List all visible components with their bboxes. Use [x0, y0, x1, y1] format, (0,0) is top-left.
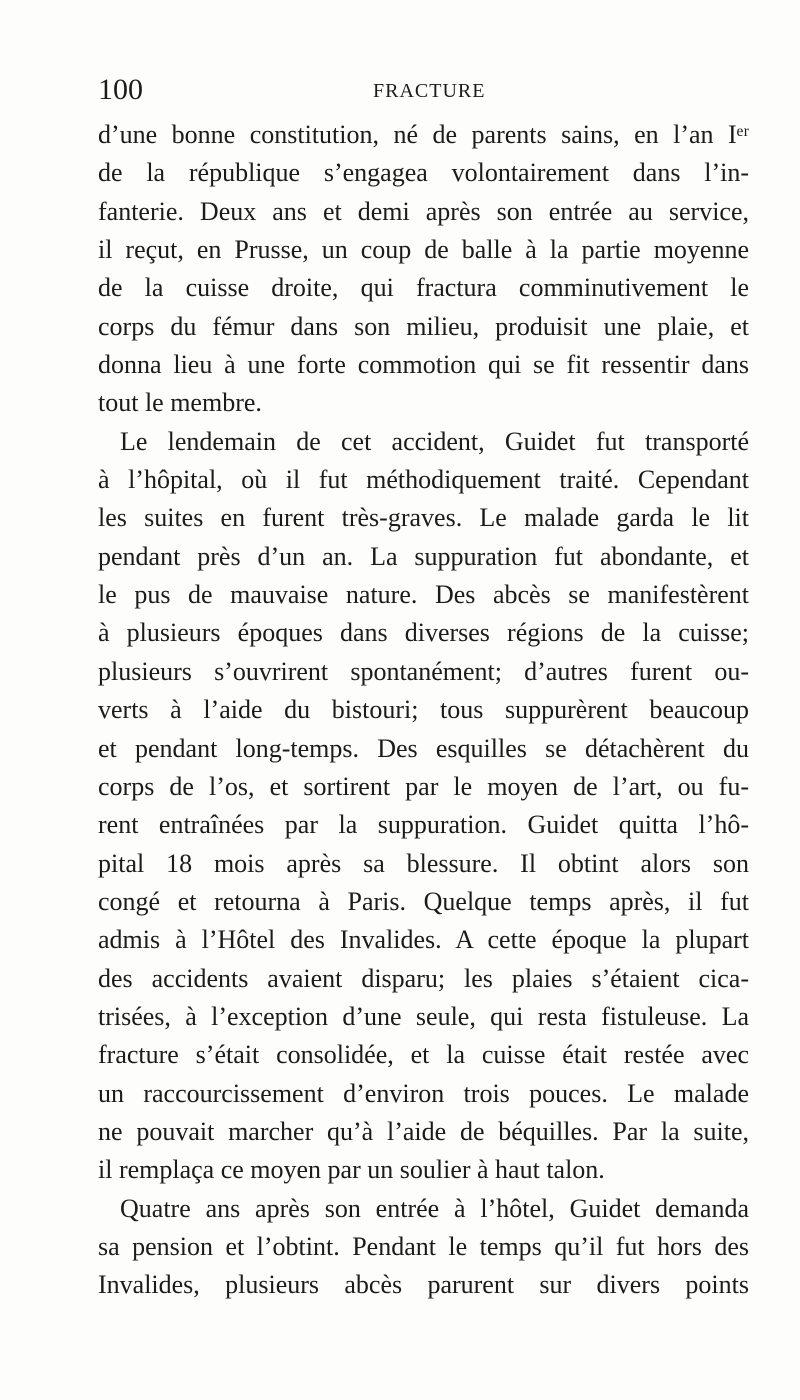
- text-line: des accidents avaient disparu; les plaies s’étaient cica-: [98, 963, 749, 993]
- text-line: le pus de mauvaise nature. Des abcès se manifestèrent: [98, 580, 749, 610]
- body-text: [98, 116, 749, 1305]
- text-line: fracture s’était consolidée, et la cuisse était restée avec: [98, 1040, 749, 1070]
- running-title: FRACTURE: [373, 80, 486, 102]
- text-line: il reçut, en Prusse, un coup de balle à la partie moyenne: [98, 235, 749, 265]
- text-line: les suites en furent très-graves. Le malade garda le lit: [98, 503, 749, 533]
- text-line: pital 18 mois après sa blessure. Il obtint alors son: [98, 848, 749, 878]
- text-line: verts à l’aide du bistouri; tous suppurèrent beaucoup: [98, 695, 749, 725]
- text-line: Invalides, plusieurs abcès parurent sur divers points: [98, 1270, 749, 1300]
- text-line: corps du fémur dans son milieu, produisit une plaie, et: [98, 311, 749, 341]
- text-line: Quatre ans après son entrée à l’hôtel, Guidet demanda: [120, 1193, 749, 1223]
- text-line: un raccourcissement d’environ trois pouces. Le malade: [98, 1078, 749, 1108]
- text-line: d’une bonne constitution, né de parents sains, en l’an Iᵉʳ: [98, 120, 749, 149]
- text-line: admis à l’Hôtel des Invalides. A cette époque la plupart: [98, 925, 749, 955]
- text-line: il remplaça ce moyen par un soulier à haut talon.: [98, 1155, 605, 1185]
- text-line: tout le membre.: [98, 388, 262, 418]
- text-line: trisées, à l’exception d’une seule, qui resta fistuleuse. La: [98, 1001, 749, 1031]
- text-line: ne pouvait marcher qu’à l’aide de béquilles. Par la suite,: [98, 1116, 749, 1146]
- text-line: pendant près d’un an. La suppuration fut abondante, et: [98, 541, 749, 571]
- text-line: de la cuisse droite, qui fractura comminutivement le: [98, 273, 749, 303]
- text-line: et pendant long-temps. Des esquilles se détachèrent du: [98, 733, 749, 763]
- page-number: 100: [98, 73, 143, 106]
- text-line: congé et retourna à Paris. Quelque temps après, il fut: [98, 886, 749, 916]
- text-line: fanterie. Deux ans et demi après son entrée au service,: [98, 196, 749, 226]
- text-line: sa pension et l’obtint. Pendant le temps qu’il fut hors des: [98, 1231, 749, 1261]
- text-line: à l’hôpital, où il fut méthodiquement traité. Cependant: [98, 465, 749, 495]
- text-line: plusieurs s’ouvrirent spontanément; d’autres furent ou-: [98, 656, 749, 686]
- text-line: donna lieu à une forte commotion qui se fit ressentir dans: [98, 350, 749, 380]
- text-line: à plusieurs époques dans diverses régions de la cuisse;: [98, 618, 749, 648]
- text-line: Le lendemain de cet accident, Guidet fut transporté: [120, 426, 749, 456]
- text-line: corps de l’os, et sortirent par le moyen de l’art, ou fu-: [98, 771, 749, 801]
- text-line: rent entraînées par la suppuration. Guidet quitta l’hô-: [98, 810, 749, 840]
- text-line: de la république s’engagea volontairement dans l’in-: [98, 158, 749, 188]
- running-head: [88, 70, 748, 110]
